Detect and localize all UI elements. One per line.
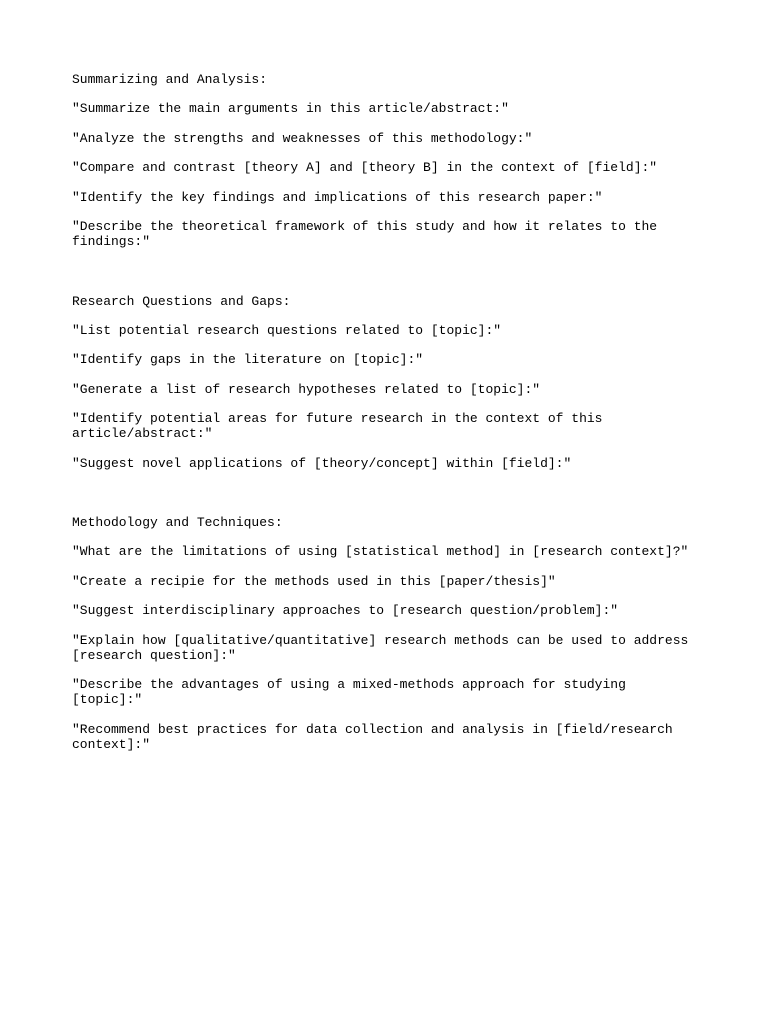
prompt-item: "Recommend best practices for data collection and analysis in [field/research context]:" (72, 721, 673, 752)
prompt-item: "Describe the advantages of using a mixed-methods approach for studying [topic]:" (72, 677, 634, 707)
prompt-item: "Suggest interdisciplinary approaches to [research question/problem]:" (72, 603, 619, 618)
prompt-item: "Summarize the main arguments in this article/abstract:" (72, 101, 509, 116)
prompt-item: "Create a recipie for the methods used in this [paper/thesis]" (72, 573, 556, 589)
section-summarizing-and-analysis (72, 72, 692, 249)
prompt-item: "Suggest novel applications of [theory/concept] within [field]:" (72, 455, 572, 471)
prompt-item: "Identify the key findings and implications of this research paper:" (72, 189, 603, 205)
prompt-item: "Identify potential areas for future research in the context of this article/abstract:" (72, 411, 603, 441)
prompt-item: "Compare and contrast [theory A] and [theory B] in the context of [field]:" (72, 160, 658, 175)
prompt-item: "Describe the theoretical framework of this study and how it relates to the findings:" (72, 219, 658, 249)
section-title: Research Questions and Gaps: (72, 293, 291, 309)
prompt-item: "Generate a list of research hypotheses related to [topic]:" (72, 381, 541, 397)
section-research-questions-and-gaps (72, 294, 692, 471)
prompt-item: "What are the limitations of using [statistical method] in [research context]?" (72, 544, 689, 559)
prompt-item: "Explain how [qualitative/quantitative] research methods can be used to address [research question]:" (72, 632, 689, 663)
prompt-item: "Identify gaps in the literature on [topic]:" (72, 352, 424, 367)
prompt-item: "Analyze the strengths and weaknesses of this methodology:" (72, 130, 533, 146)
section-spacer (72, 485, 692, 515)
document-page (72, 72, 692, 766)
section-methodology-and-techniques (72, 515, 692, 752)
section-title: Methodology and Techniques: (72, 515, 283, 530)
section-title: Summarizing and Analysis: (72, 72, 268, 87)
prompt-item: "List potential research questions related to [topic]:" (72, 322, 502, 338)
section-spacer (72, 264, 692, 294)
